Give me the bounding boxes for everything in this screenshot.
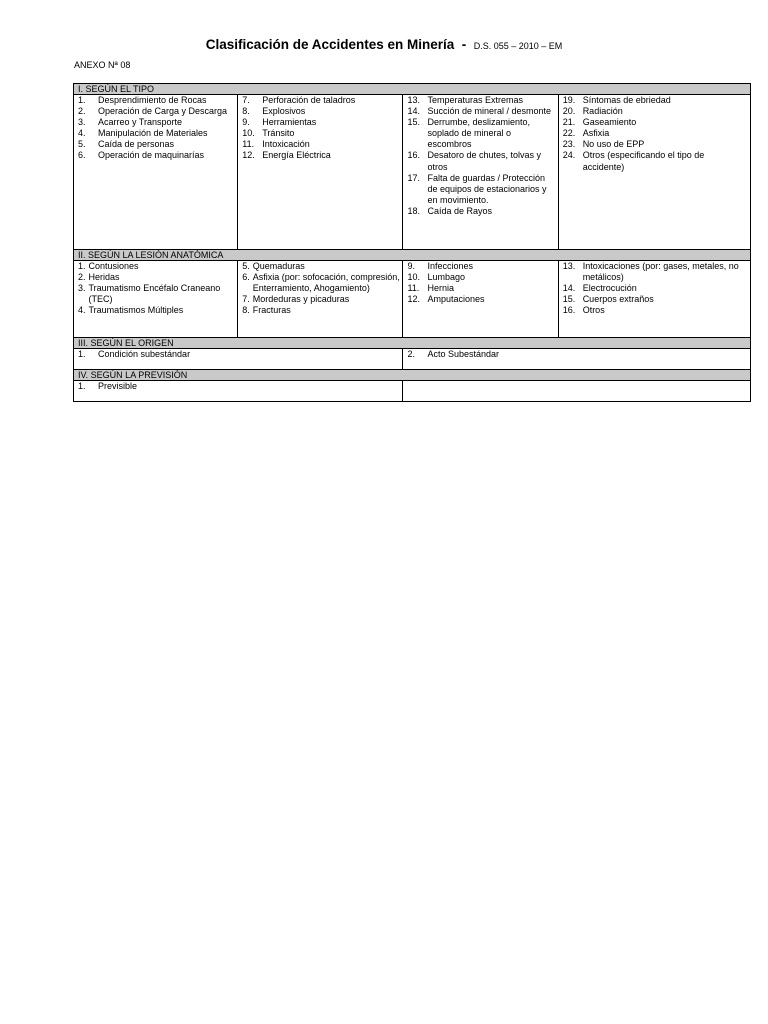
item-text: Acarreo y Transporte: [98, 117, 183, 128]
list-item: [407, 117, 555, 150]
item-number: 21.: [562, 117, 576, 128]
tipo-column-1: [74, 95, 238, 250]
list-item: [78, 261, 235, 272]
annex-label: ANEXO Nª 08: [74, 60, 131, 70]
item-text: Cuerpos extraños: [582, 294, 654, 305]
document-title: Clasificación de Accidentes en Minería: [205, 37, 455, 52]
section-heading: IV. SEGÚN LA PREVISIÓN: [74, 370, 751, 381]
item-number: 24.: [562, 150, 576, 161]
item-number: 20.: [562, 106, 576, 117]
list-item: [242, 294, 400, 305]
item-number: 8.: [242, 305, 250, 316]
list-item: [78, 349, 400, 360]
list-item: [78, 117, 235, 128]
list-item: [407, 294, 555, 305]
section-row-lesion: [74, 261, 751, 338]
item-number: 11.: [242, 139, 255, 150]
item-text: Fracturas: [252, 305, 291, 316]
item-text: Asfixia (por: sofocación, compresión, Enterramiento, Ahogamiento): [252, 272, 400, 294]
list-item: [242, 150, 400, 161]
item-number: 14.: [407, 106, 420, 117]
item-number: 3.: [78, 117, 86, 128]
list-item: [78, 283, 235, 305]
item-number: 19.: [562, 95, 576, 105]
item-text: Hernia: [427, 283, 454, 294]
item-text: Gaseamiento: [582, 117, 637, 128]
item-text: Tránsito: [262, 128, 295, 139]
item-number: 1.: [78, 95, 86, 105]
item-text: Perforación de taladros: [262, 95, 356, 105]
list-item: [407, 349, 748, 360]
item-text: Acto Subestándar: [427, 349, 500, 359]
item-number: 6.: [78, 150, 86, 161]
lesion-column-3: [403, 261, 558, 338]
list-item: [563, 106, 748, 117]
item-text: Manipulación de Materiales: [98, 128, 208, 139]
item-text: Otros: [582, 305, 605, 316]
item-number: 17.: [407, 172, 420, 183]
classification-table: [73, 83, 751, 402]
item-number: 5.: [242, 261, 250, 271]
item-text: Desatoro de chutes, tolvas y otros: [427, 150, 542, 172]
item-text: Temperaturas Extremas: [427, 95, 524, 105]
section-heading: I. SEGÚN EL TIPO: [74, 84, 751, 95]
item-text: Derrumbe, deslizamiento, soplado de mineral o escombros: [427, 117, 531, 150]
item-number: 2.: [78, 106, 86, 117]
item-text: Explosivos: [262, 106, 306, 117]
tipo-column-3: [403, 95, 558, 250]
item-number: 9.: [407, 261, 415, 271]
item-number: 7.: [242, 294, 250, 305]
item-number: 5.: [78, 139, 86, 150]
list-item: [78, 305, 235, 316]
list-item: [563, 128, 748, 139]
item-text: Infecciones: [427, 261, 473, 271]
list-item: [242, 139, 400, 150]
list-item: [563, 139, 748, 150]
item-text: No uso de EPP: [582, 139, 645, 150]
item-number: 6.: [242, 272, 250, 283]
list-item: [407, 173, 555, 206]
list-item: [407, 261, 555, 272]
section-row-tipo: [74, 95, 751, 250]
item-number: 10.: [407, 272, 420, 283]
list-item: [407, 106, 555, 117]
item-number: 12.: [407, 294, 420, 305]
lesion-column-4: [558, 261, 750, 338]
section-header-origen: [74, 338, 751, 349]
item-number: 18.: [407, 205, 420, 216]
item-number: 1.: [78, 381, 86, 391]
item-number: 15.: [407, 117, 420, 128]
origen-left-cell: [74, 349, 403, 370]
list-item: [78, 150, 235, 161]
list-item: [242, 305, 400, 316]
section-row-prevision: [74, 381, 751, 402]
item-text: Amputaciones: [427, 294, 485, 305]
item-number: 9.: [242, 117, 250, 128]
item-text: Intoxicaciones (por: gases, metales, no metálicos): [582, 261, 739, 283]
list-item: [78, 106, 235, 117]
list-item: [563, 117, 748, 128]
tipo-column-4: [558, 95, 750, 250]
list-item: [407, 272, 555, 283]
list-item: [407, 206, 555, 217]
item-number: 14.: [562, 283, 576, 294]
list-item: [563, 150, 748, 172]
item-text: Intoxicación: [262, 139, 310, 150]
item-text: Otros (especificando el tipo de accidente): [582, 150, 705, 172]
item-number: 2.: [78, 272, 86, 283]
section-heading: III. SEGÚN EL ORIGEN: [74, 338, 751, 349]
list-item: [242, 128, 400, 139]
item-number: 10.: [242, 128, 255, 139]
item-text: Herramientas: [262, 117, 317, 128]
item-number: 2.: [407, 349, 415, 359]
tipo-column-2: [238, 95, 403, 250]
item-text: Traumatismo Encéfalo Craneano (TEC): [88, 283, 221, 305]
item-number: 11.: [407, 283, 420, 294]
prevision-right-cell: [403, 381, 751, 402]
list-item: [78, 381, 400, 392]
item-number: 13.: [407, 95, 420, 105]
item-number: 15.: [562, 294, 576, 305]
item-text: Operación de maquinarías: [98, 150, 205, 161]
item-text: Condición subestándar: [98, 349, 191, 359]
document-subtitle: D.S. 055 – 2010 – EM: [473, 41, 563, 51]
item-text: Síntomas de ebriedad: [582, 95, 671, 105]
item-text: Radiación: [582, 106, 623, 117]
list-item: [78, 95, 235, 106]
item-number: 4.: [78, 305, 86, 316]
list-item: [407, 283, 555, 294]
list-item: [563, 261, 748, 283]
list-item: [242, 95, 400, 106]
item-number: 7.: [242, 95, 250, 105]
item-number: 8.: [242, 106, 250, 117]
item-text: Quemaduras: [252, 261, 305, 271]
list-item: [407, 150, 555, 172]
section-header-lesion: [74, 250, 751, 261]
item-text: Operación de Carga y Descarga: [98, 106, 228, 117]
list-item: [563, 95, 748, 106]
list-item: [78, 128, 235, 139]
list-item: [242, 261, 400, 272]
item-text: Succión de mineral / desmonte: [427, 106, 552, 117]
origen-right-cell: [403, 349, 751, 370]
prevision-left-cell: [74, 381, 403, 402]
list-item: [242, 106, 400, 117]
section-heading: II. SEGÚN LA LESIÓN ANATÓMICA: [74, 250, 751, 261]
item-text: Caída de Rayos: [427, 205, 493, 216]
item-text: Asfixia: [582, 128, 610, 139]
item-text: Contusiones: [88, 261, 139, 271]
item-number: 23.: [562, 139, 576, 150]
lesion-column-2: [238, 261, 403, 338]
item-number: 13.: [562, 261, 576, 271]
item-text: Previsible: [98, 381, 138, 391]
item-number: 22.: [562, 128, 576, 139]
item-text: Mordeduras y picaduras: [252, 294, 350, 305]
title-separator: -: [461, 37, 467, 52]
list-item: [78, 272, 235, 283]
list-item: [242, 117, 400, 128]
section-row-origen: [74, 349, 751, 370]
document-title-block: [0, 36, 768, 54]
item-number: 4.: [78, 128, 86, 139]
item-number: 3.: [78, 283, 86, 294]
item-number: 1.: [78, 261, 86, 271]
list-item: [407, 95, 555, 106]
section-header-prevision: [74, 370, 751, 381]
item-text: Electrocución: [582, 283, 637, 294]
section-header-tipo: [74, 84, 751, 95]
item-number: 16.: [562, 305, 576, 316]
list-item: [563, 294, 748, 305]
lesion-column-1: [74, 261, 238, 338]
item-text: Traumatismos Múltiples: [88, 305, 184, 316]
item-text: Caída de personas: [98, 139, 175, 150]
list-item: [563, 305, 748, 316]
list-item: [563, 283, 748, 294]
item-number: 16.: [407, 150, 420, 161]
list-item: [78, 139, 235, 150]
item-text: Desprendimiento de Rocas: [98, 95, 207, 105]
item-text: Energía Eléctrica: [262, 150, 331, 161]
list-item: [242, 272, 400, 294]
item-number: 12.: [242, 150, 255, 161]
item-text: Falta de guardas / Protección de equipos de estacionarios y en movimiento.: [427, 172, 547, 205]
item-number: 1.: [78, 349, 86, 359]
item-text: Heridas: [88, 272, 120, 283]
item-text: Lumbago: [427, 272, 465, 283]
